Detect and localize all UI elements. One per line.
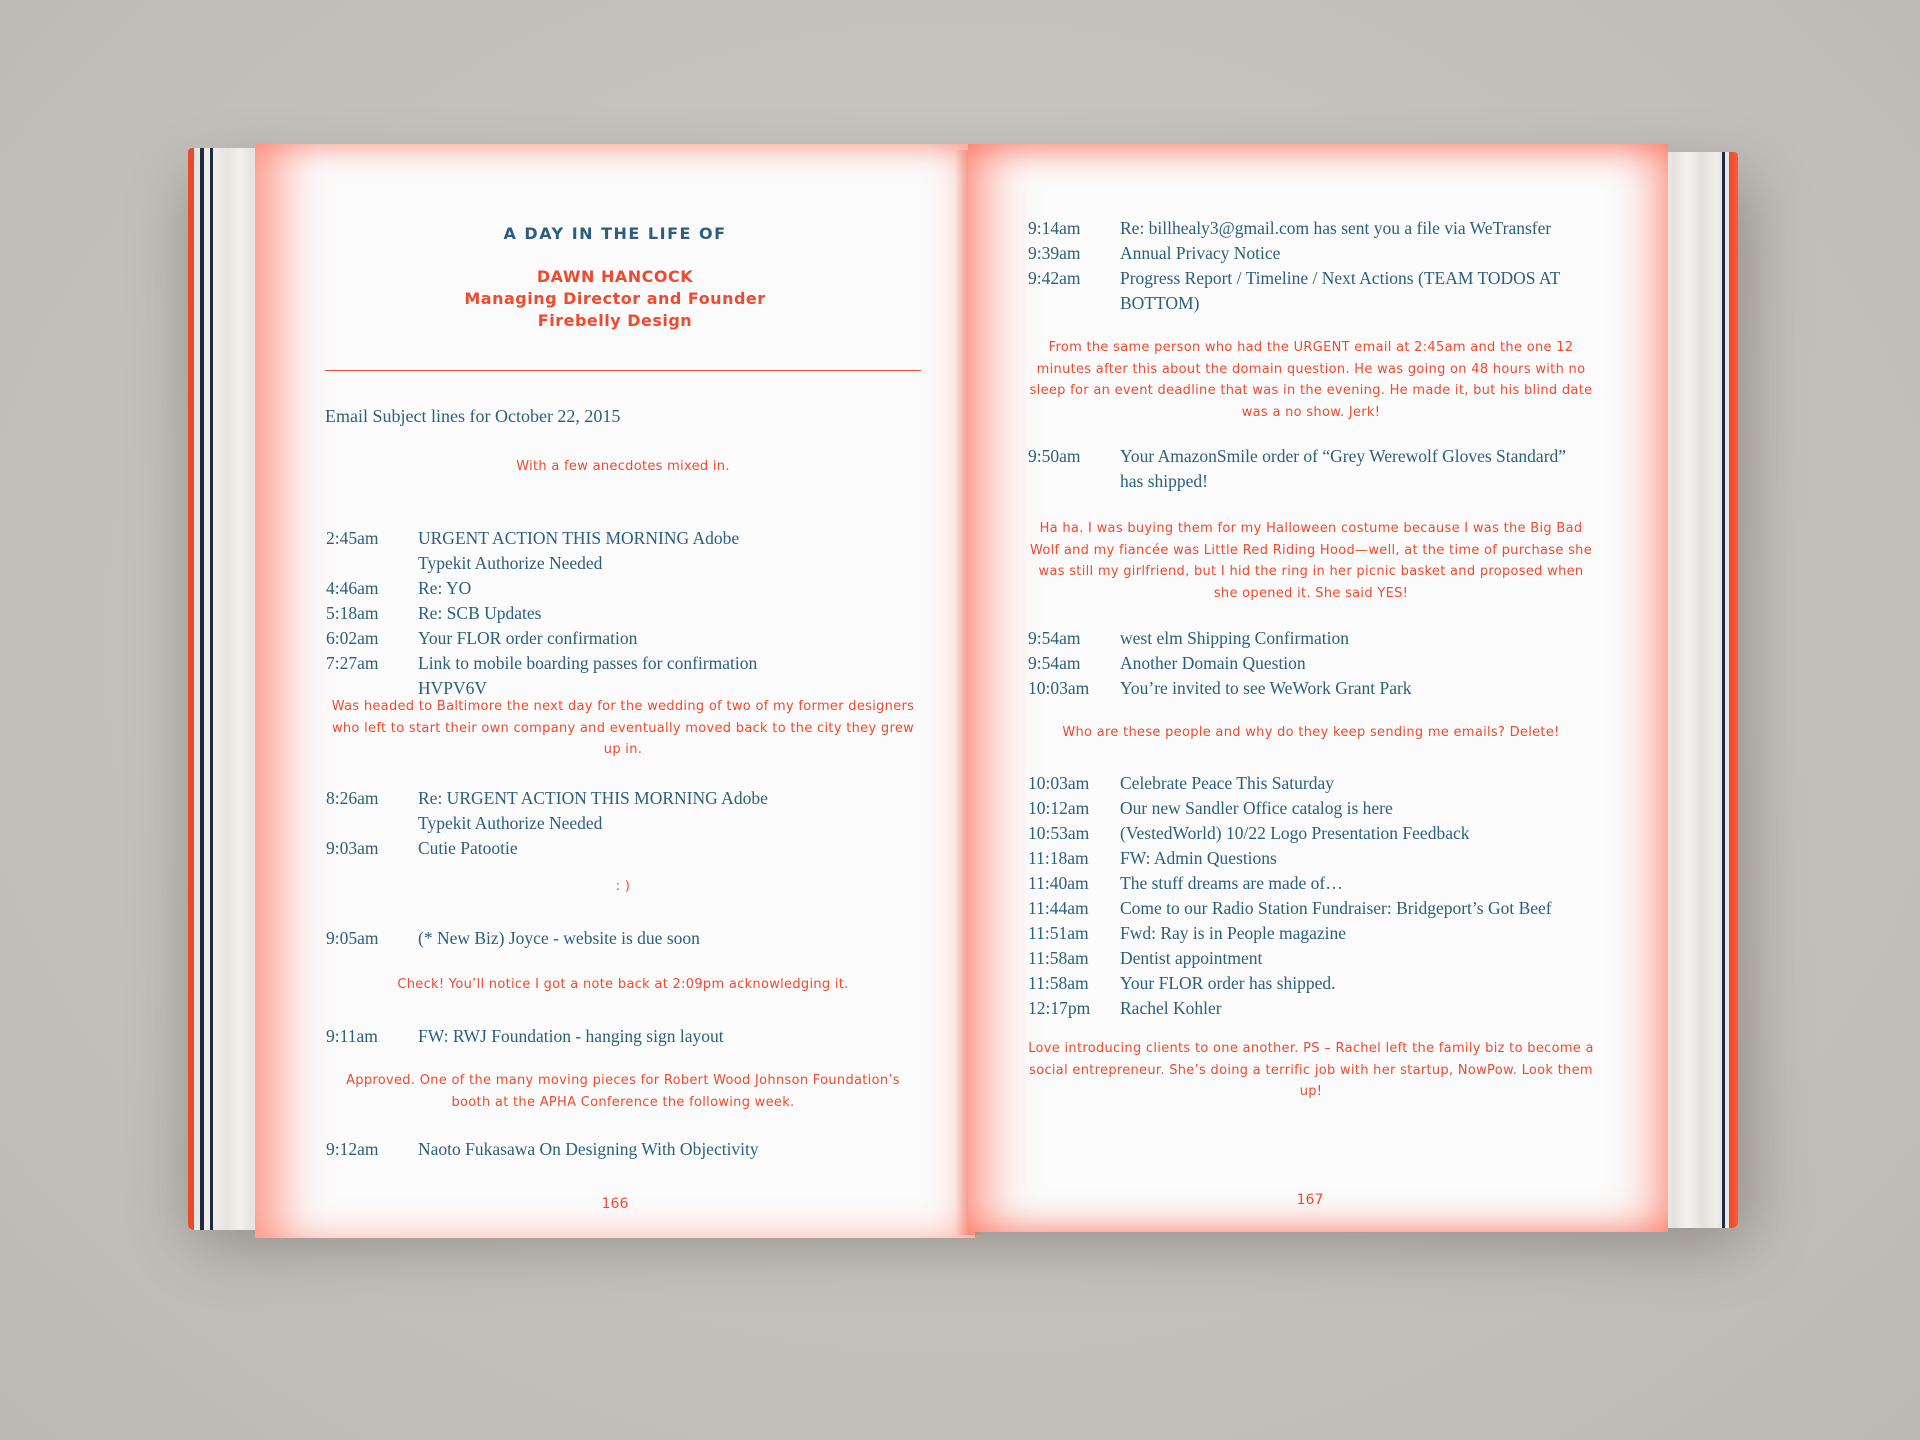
email-subject: FW: RWJ Foundation - hanging sign layout (418, 1026, 724, 1046)
heading-rule (325, 370, 921, 371)
email-entry (326, 836, 796, 861)
email-entry (1028, 796, 1588, 821)
email-time: 11:58am (1028, 973, 1089, 993)
email-time: 12:17pm (1028, 998, 1091, 1018)
person-company: Firebelly Design (537, 311, 693, 330)
right-page (968, 144, 1668, 1232)
email-subject: west elm Shipping Confirmation (1120, 628, 1349, 648)
email-entry (326, 651, 796, 701)
email-subject: Rachel Kohler (1120, 998, 1222, 1018)
left-page (255, 144, 975, 1238)
email-entry (326, 1024, 886, 1049)
email-entry (326, 601, 796, 626)
anecdote-note: Approved. One of the many moving pieces for Robert Wood Johnson Foundation’s booth at the APHA Conference the following week. (346, 1073, 900, 1110)
email-list (326, 1137, 886, 1162)
email-time: 9:14am (1028, 218, 1081, 238)
email-time: 10:03am (1028, 773, 1090, 793)
email-entry (1028, 846, 1588, 871)
email-entry (326, 526, 796, 576)
email-time: 11:51am (1028, 923, 1089, 943)
email-time: 10:12am (1028, 798, 1090, 818)
email-entry (1028, 626, 1588, 651)
right-page-edges (1660, 152, 1738, 1228)
email-subject: FW: Admin Questions (1120, 848, 1277, 868)
email-subject: Annual Privacy Notice (1120, 243, 1281, 263)
email-time: 11:44am (1028, 898, 1089, 918)
email-subject: The stuff dreams are made of… (1120, 873, 1343, 893)
email-subject: Cutie Patootie (418, 838, 518, 858)
email-entry (326, 786, 796, 836)
email-entry (1028, 971, 1588, 996)
email-entry (1028, 676, 1588, 701)
person-name: DAWN HANCOCK (536, 267, 694, 286)
email-entry (1028, 651, 1588, 676)
email-subject: Dentist appointment (1120, 948, 1263, 968)
anecdote-note: Was headed to Baltimore the next day for the wedding of two of my former designers who left to start their own company and eventually moved back to the city they grew up in. (331, 699, 915, 757)
email-time: 10:03am (1028, 678, 1090, 698)
email-entry (326, 576, 796, 601)
email-entry (1028, 921, 1588, 946)
email-list (1028, 444, 1588, 494)
email-time: 9:03am (326, 838, 379, 858)
email-subject: URGENT ACTION THIS MORNING Adobe Typekit Authorize Needed (418, 528, 740, 573)
email-time: 9:39am (1028, 243, 1081, 263)
email-list (1028, 771, 1588, 1021)
email-time: 11:58am (1028, 948, 1089, 968)
email-time: 11:40am (1028, 873, 1089, 893)
email-subject: Re: SCB Updates (418, 603, 542, 623)
email-subject: Progress Report / Timeline / Next Actions (TEAM TODOS AT BOTTOM) (1120, 268, 1560, 313)
email-time: 11:18am (1028, 848, 1089, 868)
email-entry (1028, 266, 1588, 316)
email-entry (1028, 996, 1588, 1021)
email-entry (1028, 871, 1588, 896)
email-subject: Fwd: Ray is in People magazine (1120, 923, 1347, 943)
page-subtitle: Email Subject lines for October 22, 2015 (325, 406, 621, 426)
email-entry (1028, 946, 1588, 971)
email-time: 9:12am (326, 1139, 379, 1159)
email-entry (326, 1137, 886, 1162)
email-subject: Naoto Fukasawa On Designing With Objectivity (418, 1139, 759, 1159)
email-time: 7:27am (326, 653, 379, 673)
anecdote-note: From the same person who had the URGENT email at 2:45am and the one 12 minutes after this about the domain question. He was going on 48 hours with no sleep for an event deadline that was in the evening. He made it, but his blind date was a no show. Jerk! (1029, 340, 1593, 420)
email-time: 9:54am (1028, 653, 1081, 673)
email-subject: Your FLOR order confirmation (418, 628, 638, 648)
email-time: 9:05am (326, 928, 379, 948)
email-entry (1028, 216, 1588, 241)
email-subject: Re: URGENT ACTION THIS MORNING Adobe Typekit Authorize Needed (418, 788, 768, 833)
email-time: 5:18am (326, 603, 379, 623)
page-number: 166 (601, 1196, 629, 1212)
email-time: 6:02am (326, 628, 379, 648)
email-subject: Our new Sandler Office catalog is here (1120, 798, 1393, 818)
email-entry (1028, 821, 1588, 846)
email-subject: Your FLOR order has shipped. (1120, 973, 1336, 993)
email-subject: Your AmazonSmile order of “Grey Werewolf Gloves Standard” has shipped! (1120, 446, 1567, 491)
email-subject: Link to mobile boarding passes for confirmation HVPV6V (418, 653, 758, 698)
email-entry (326, 626, 796, 651)
page-number: 167 (1296, 1192, 1324, 1208)
email-subject: Celebrate Peace This Saturday (1120, 773, 1334, 793)
email-list (326, 526, 796, 701)
email-time: 8:26am (326, 788, 379, 808)
email-subject: (VestedWorld) 10/22 Logo Presentation Feedback (1120, 823, 1470, 843)
email-list (326, 786, 796, 861)
email-list (326, 1024, 886, 1049)
email-time: 9:50am (1028, 446, 1081, 466)
anecdote-note: Check! You’ll notice I got a note back at 2:09pm acknowledging it. (397, 977, 849, 992)
email-subject: Another Domain Question (1120, 653, 1306, 673)
email-time: 10:53am (1028, 823, 1090, 843)
email-time: 2:45am (326, 528, 379, 548)
person-credit (255, 266, 975, 332)
email-entry (1028, 444, 1588, 494)
email-entry (1028, 771, 1588, 796)
email-subject: Re: billhealy3@gmail.com has sent you a file via WeTransfer (1120, 218, 1552, 238)
email-list (1028, 216, 1588, 316)
email-entry (1028, 896, 1588, 921)
email-time: 9:11am (326, 1026, 378, 1046)
email-entry (1028, 241, 1588, 266)
email-list (1028, 626, 1588, 701)
anecdote-note: Love introducing clients to one another. PS – Rachel left the family biz to become a social entrepreneur. She’s doing a terrific job with her startup, NowPow. Look them up! (1028, 1041, 1594, 1099)
email-entry (326, 926, 886, 951)
email-subject: Re: YO (418, 578, 472, 598)
email-list (326, 926, 886, 951)
anecdote-note: : ) (615, 879, 631, 894)
article-heading: A DAY IN THE LIFE OF (503, 224, 727, 243)
intro-note: With a few anecdotes mixed in. (516, 459, 730, 474)
person-role: Managing Director and Founder (464, 289, 766, 308)
email-time: 9:42am (1028, 268, 1081, 288)
anecdote-note: Ha ha. I was buying them for my Halloween costume because I was the Big Bad Wolf and my fiancée was Little Red Riding Hood—well, at the time of purchase she was still my girlfriend, but I hid the ring in her picnic basket and proposed when she opened it. She said YES! (1029, 521, 1593, 601)
email-time: 9:54am (1028, 628, 1081, 648)
email-time: 4:46am (326, 578, 379, 598)
email-subject: (* New Biz) Joyce - website is due soon (418, 928, 700, 948)
email-subject: Come to our Radio Station Fundraiser: Bridgeport’s Got Beef (1120, 898, 1552, 918)
anecdote-note: Who are these people and why do they keep sending me emails? Delete! (1062, 725, 1560, 740)
email-subject: You’re invited to see WeWork Grant Park (1120, 678, 1412, 698)
